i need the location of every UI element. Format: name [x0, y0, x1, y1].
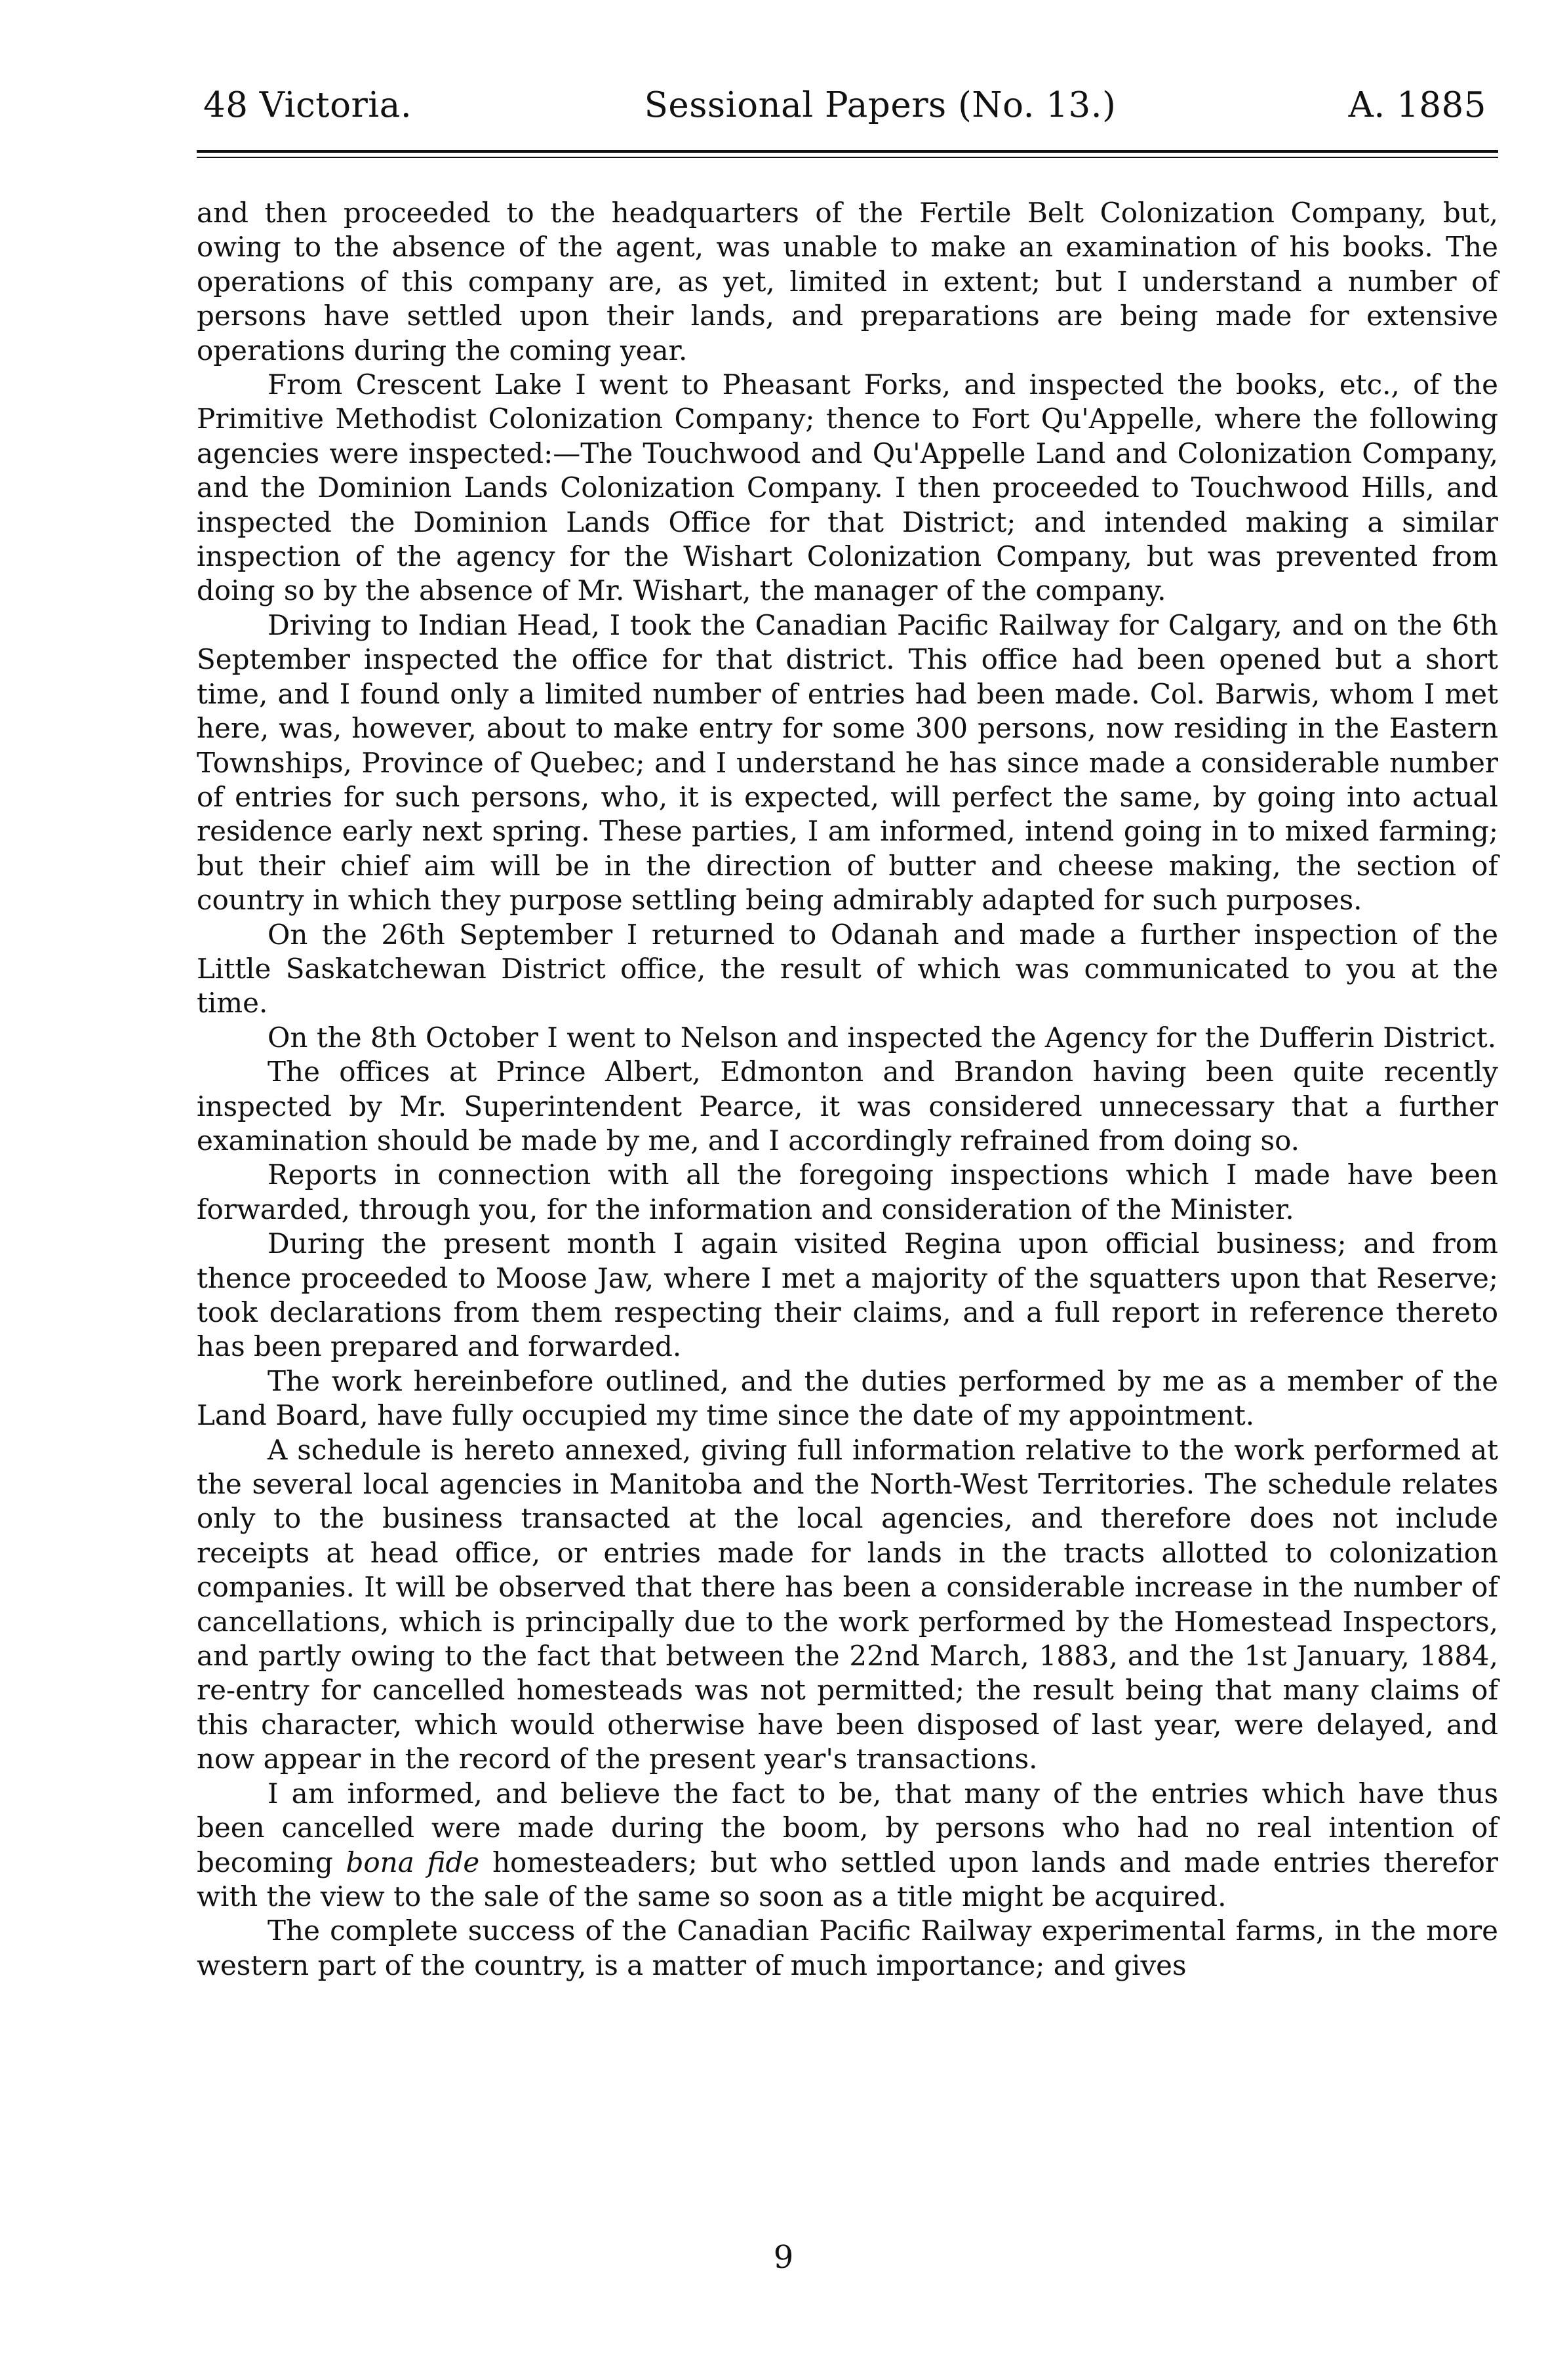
header-series-title: Sessional Papers (No. 13.): [644, 85, 1117, 125]
document-page: [197, 85, 1498, 1983]
running-head: [197, 85, 1498, 125]
body-text: [197, 196, 1498, 1983]
paragraph-5: On the 8th October I went to Nelson and inspected the Agency for the Dufferin District.: [268, 1021, 1497, 1054]
paragraph-3: Driving to Indian Head, I took the Canadian Pacific Railway for Calgary, and on the 6th September inspected the office for that district. This office had been opened but a short time, and I found only a limited number of entries had been made. Col. Barwis, whom I met here, was, however, about to make entry for some 300 persons, now residing in the Eastern Townships, Province of Quebec; and I understand he has since made a considerable number of entries for such persons, who, it is expected, will perfect the same, by going into actual residence early next spring. These parties, I am informed, intend going in to mixed farming; but their chief aim will be in the direction of butter and cheese making, the section of country in which they purpose settling being admirably adapted for such purposes.: [197, 608, 1498, 917]
header-year: A. 1885: [1348, 85, 1486, 125]
paragraph-12: The complete success of the Canadian Pacific Railway experimental farms, in the more western part of the country, is a matter of much importance; and gives: [197, 1914, 1498, 1981]
header-session: 48 Victoria.: [203, 85, 412, 125]
page-number: 9: [773, 2239, 794, 2276]
paragraph-2: From Crescent Lake I went to Pheasant Forks, and inspected the books, etc., of the Primitive Methodist Colonization Company; thence to Fort Qu'Appelle, where the following agencies were inspected:—The Touchwood and Qu'Appelle Land and Colonization Company, and the Dominion Lands Colonization Company. I then proceeded to Touchwood Hills, and inspected the Dominion Lands Office for that District; and intended making a similar inspection of the agency for the Wishart Colonization Company, but was prevented from doing so by the absence of Mr. Wishart, the manager of the company.: [197, 368, 1498, 607]
paragraph-6: The offices at Prince Albert, Edmonton and Brandon having been quite recently inspected by Mr. Superintendent Pearce, it was considered unnecessary that a further examination should be made by me, and I accordingly refrained from doing so.: [197, 1056, 1498, 1157]
paragraph-11: I am informed, and believe the fact to be, that many of the entries which have thus been cancelled were made during the boom, by persons who had no real intention of becoming bona fide homesteaders; but who settled upon lands and made entries therefor with the view to the sale of the same so soon as a title might be acquired.: [197, 1777, 1498, 1913]
paragraph-8: During the present month I again visited Regina upon official business; and from thence proceeded to Moose Jaw, where I met a majority of the squatters upon that Reserve; took declarations from them respecting their claims, and a full report in reference thereto has been prepared and forwarded.: [197, 1227, 1498, 1363]
paragraph-7: Reports in connection with all the foregoing inspections which I made have been forwarded, through you, for the information and consideration of the Minister.: [197, 1159, 1498, 1225]
header-rule-thin: [197, 157, 1498, 158]
paragraph-9: The work hereinbefore outlined, and the duties performed by me as a member of the Land Board, have fully occupied my time since the date of my appointment.: [197, 1364, 1498, 1432]
paragraph-1: and then proceeded to the headquarters of the Fertile Belt Colonization Company, but, owing to the absence of the agent, was unable to make an examination of his books. The operations of this company are, as yet, limited in extent; but I understand a number of persons have settled upon their lands, and preparations are being made for extensive operations during the coming year.: [197, 197, 1498, 367]
header-rule: [197, 150, 1498, 153]
paragraph-10: A schedule is hereto annexed, giving full information relative to the work performed at the several local agencies in Manitoba and the North-West Territories. The schedule relates only to the business transacted at the local agencies, and therefore does not include receipts at head office, or entries made for lands in the tracts allotted to colonization companies. It will be observed that there has been a considerable increase in the number of cancellations, which is principally due to the work performed by the Homestead Inspectors, and partly owing to the fact that between the 22nd March, 1883, and the 1st January, 1884, re-entry for cancelled homesteads was not permitted; the result being that many claims of this character, which would otherwise have been disposed of last year, were delayed, and now appear in the record of the present year's transactions.: [197, 1433, 1498, 1775]
paragraph-4: On the 26th September I returned to Odanah and made a further inspection of the Little Saskatchewan District office, the result of which was communicated to you at the time.: [197, 918, 1498, 1020]
italic-phrase: bona fide: [346, 1846, 480, 1878]
